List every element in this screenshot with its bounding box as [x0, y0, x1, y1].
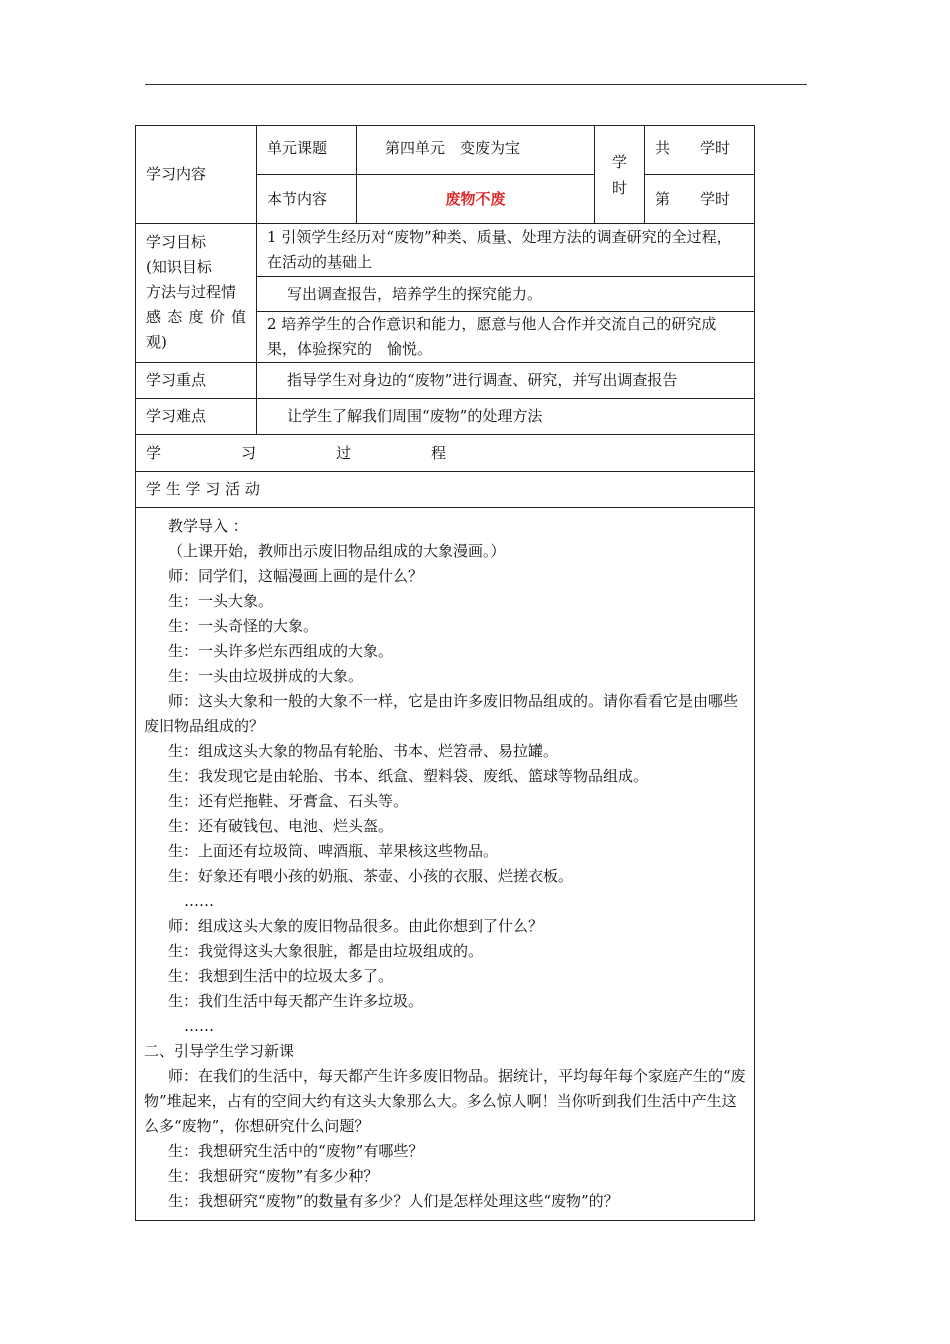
process-paragraph: 师：在我们的生活中，每天都产生许多废旧物品。据统计，平均每年每个家庭产生的“废物”堆起来，占有的空间大约有这头大象那么大。多么惊人啊！当你听到我们生活中产生这么多“废物”，你想研究什么问题？	[144, 1067, 746, 1135]
hours-label-2: 时	[611, 178, 627, 197]
process-paragraph: 生：一头许多烂东西组成的大象。	[168, 642, 394, 660]
process-paragraph: ……	[184, 1017, 214, 1035]
process-char-3: 过	[335, 443, 351, 462]
process-paragraph: 生：我发现它是由轮胎、书本、纸盒、塑料袋、废纸、篮球等物品组成。	[168, 767, 649, 785]
header-rule	[145, 84, 807, 85]
goal-1-continued: 写出调查报告，培养学生的探究能力。	[257, 277, 755, 312]
goal-1: 1 引领学生经历对“废物”种类、质量、处理方法的调查研究的全过程，在活动的基础上	[257, 224, 755, 277]
key-value: 指导学生对身边的“废物”进行调查、研究，并写出调查报告	[257, 363, 755, 399]
process-paragraph: 生：我想研究生活中的“废物”有哪些？	[168, 1142, 424, 1160]
goals-label-line-2: (知识目标	[146, 258, 212, 276]
goals-label	[136, 224, 257, 363]
goals-label-line-3: 方法与过程情	[146, 283, 237, 301]
unit-title-value: 第四单元 变废为宝	[357, 126, 595, 175]
lesson-plan-table	[135, 125, 755, 1221]
hours-label-1: 学	[611, 152, 627, 171]
process-char-4: 程	[430, 443, 446, 462]
process-paragraphs	[144, 514, 746, 1214]
process-paragraph: 师：组成这头大象的废旧物品很多。由此你想到了什么？	[168, 917, 544, 935]
nth-hours: 第 学时	[645, 175, 755, 224]
hours-label	[595, 126, 645, 224]
process-paragraph: 师：同学们，这幅漫画上画的是什么？	[168, 567, 424, 585]
process-paragraph: 生：我觉得这头大象很脏，都是由垃圾组成的。	[168, 942, 484, 960]
section-label: 本节内容	[257, 175, 357, 224]
process-paragraph: 生：我想研究“废物”有多少种？	[168, 1167, 379, 1185]
section-title: 废物不废	[357, 175, 595, 224]
goal-2: 2 培养学生的合作意识和能力，愿意与他人合作并交流自己的研究成果，体验探究的 愉悦。	[257, 312, 755, 363]
total-hours: 共 学时	[645, 126, 755, 175]
process-paragraph: 生：我想研究“废物”的数量有多少？人们是怎样处理这些“废物”的？	[168, 1192, 619, 1210]
process-paragraph: 生：还有烂拖鞋、牙膏盒、石头等。	[168, 792, 409, 810]
goals-label-line-5: 观)	[146, 333, 167, 351]
process-char-1: 学	[146, 443, 162, 462]
process-paragraph: 生：组成这头大象的物品有轮胎、书本、烂笤帚、易拉罐。	[168, 742, 559, 760]
process-paragraph: 师：这头大象和一般的大象不一样，它是由许多废旧物品组成的。请你看看它是由哪些废旧物品组成的？	[144, 692, 739, 735]
difficulty-value: 让学生了解我们周围“废物”的处理方法	[257, 399, 755, 435]
process-paragraph: 生：一头由垃圾拼成的大象。	[168, 667, 364, 685]
process-body	[136, 508, 755, 1221]
process-paragraph: 生：还有破钱包、电池、烂头盔。	[168, 817, 394, 835]
process-paragraph: 生：好象还有喂小孩的奶瓶、茶壶、小孩的衣服、烂搓衣板。	[168, 867, 574, 885]
key-label: 学习重点	[136, 363, 257, 399]
process-paragraph: 二、引导学生学习新课	[144, 1042, 295, 1060]
process-paragraph: 生：一头奇怪的大象。	[168, 617, 319, 635]
activity-label: 学 生 学 习 活 动	[136, 472, 755, 508]
process-paragraph: 生：上面还有垃圾筒、啤酒瓶、苹果核这些物品。	[168, 842, 499, 860]
difficulty-label: 学习难点	[136, 399, 257, 435]
goals-label-line-4: 感 态 度 价 值	[146, 308, 246, 326]
process-heading	[136, 435, 755, 472]
goals-label-line-1: 学习目标	[146, 233, 207, 251]
process-paragraph: 生：一头大象。	[168, 592, 274, 610]
process-paragraph: （上课开始，教师出示废旧物品组成的大象漫画。）	[168, 542, 506, 560]
process-paragraph: ……	[184, 892, 214, 910]
learning-content-label: 学习内容	[136, 126, 257, 224]
unit-title-label: 单元课题	[257, 126, 357, 175]
process-paragraph: 教学导入 ：	[168, 517, 248, 535]
process-paragraph: 生：我想到生活中的垃圾太多了。	[168, 967, 394, 985]
process-char-2: 习	[240, 443, 256, 462]
process-paragraph: 生：我们生活中每天都产生许多垃圾。	[168, 992, 424, 1010]
